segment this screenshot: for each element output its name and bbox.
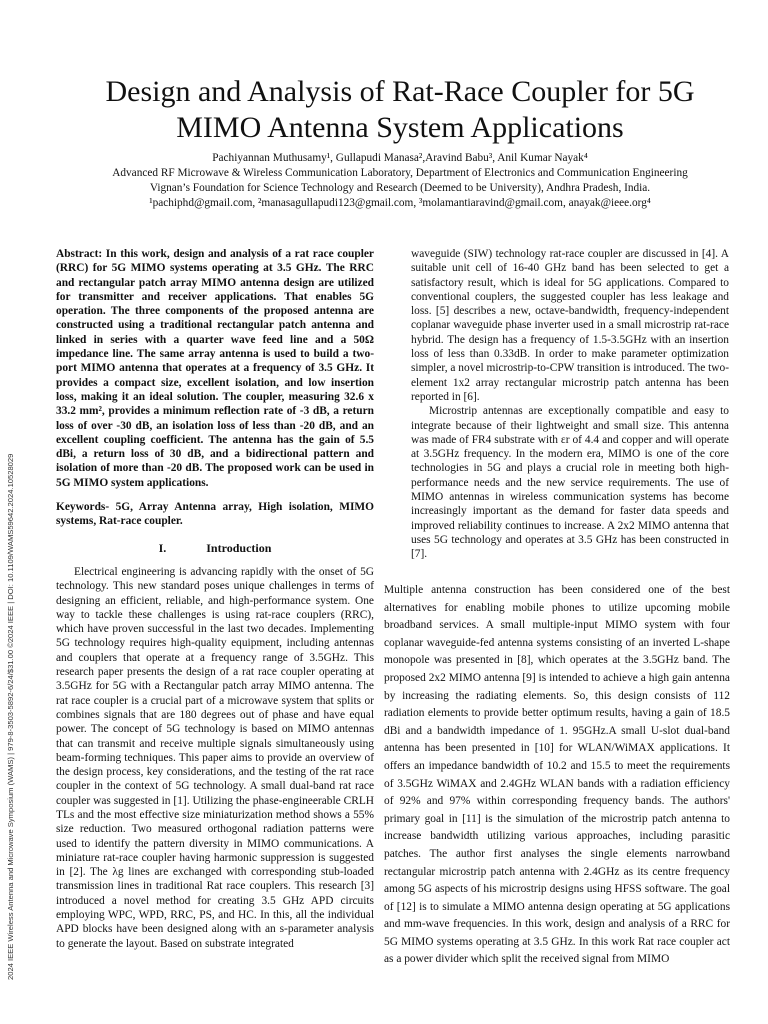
author-block <box>40 151 760 211</box>
keywords: Keywords- 5G, Array Antenna array, High isolation, MIMO systems, Rat-race coupler. <box>56 501 374 528</box>
right-column <box>411 247 729 562</box>
left-column <box>56 247 374 951</box>
intro-paragraph-left: Electrical engineering is advancing rapidly with the onset of 5G technology. This new standard poses unique challenges in terms of designing an efficient, reliable, and high-performance system. One way to tackle these challenges is using rat-race couplers (RRC), which have proven successful in the last two decades. Implementing 5G technology requires high-quality equipment, including antennas and couplers that operate at a frequency range of 3.5GHz. This research paper presents the design of a rat race coupler operating at 3.5GHz for 5G with a Rectangular patch array MIMO antenna. The rat race coupler is a crucial part of a microwave system that splits or combines signals that are 180 degrees out of phase and have equal power. The concept of 5G technology is based on MIMO antennas that can transmit and receive multiple signals simultaneously using beam-forming techniques. This paper aims to provide an overview of the design process, key considerations, and the testing of the rat race coupler in the context of 5G technology. A small dual-band rat race coupler was suggested in [1]. Utilizing the phase-engineerable CRLH TLs and the most effective size miniaturization method shows a 55% size reduction. Two measured orthogonal radiation patterns were used to identify the pattern diversity in MIMO communications. A miniature rat-race coupler having harmonic suppression is suggested in [2]. The λg lines are exchanged with corresponding stub-loaded transmission lines in traditional Rat race couplers. This research [3] introduced a novel method for creating 3.5 GHz APD circuits employing WPC, WPD, RRC, PS, and HC. In this, all the individual APD blocks have been designed along with an s-parameter analysis to generate the layout. Based on substrate integrated <box>56 565 374 950</box>
author-lab: Advanced RF Microwave & Wireless Communication Laboratory, Department of Electronics and Communication Engineering <box>112 167 688 179</box>
right-paragraph-1: waveguide (SIW) technology rat-race coupler are discussed in [4]. A suitable unit cell of 16-40 GHz band has been selected to get a satisfactory result, which is ideal for 5G applications. Compared to conventional couplers, the suggested coupler has less leakage and loss. [5] describes a new, octave-bandwidth, frequency-independent coplanar waveguide phase inverter used in a small microstrip rat-race hybrid. The design has a frequency of 1.5-3.5GHz with an insertion loss of less than 0.33dB. In order to make parameter optimization simpler, a novel microstrip-to-CPW transition is introduced. The two-element 1x2 array rectangular microstrip patch antenna has been reported in [6]. <box>411 248 730 403</box>
right-paragraph-3: Multiple antenna construction has been considered one of the best alternatives for enabling mobile phones to utilize upcoming mobile broadband services. A small multiple-input MIMO system with four coplanar waveguide-fed antenna systems consisting of an inverted L-shape monopole was presented in [8], which operates at the 3.5GHz band. The proposed 2x2 MIMO antenna [9] is intended to achieve a high gain antenna by increasing the radiating elements. So, this design consists of 112 radiation elements to provide better optimum results, having a gain of 18.5 dBi and a bandwidth impedance of 1. 95GHz.A small U-slot dual-band antenna has been presented in [10] for WLAN/WiMAX applications. It offers an impedance bandwidth of 10.2 and 15.5 to meet the requirements of 3.5GHz WiMAX and 2.4GHz WLAN bands with a radiation efficiency of 92% and 97% within corresponding frequency bands. The authors' primary goal in [11] is the simulation of the microstrip patch antenna to increase bandwidth utilizing various approaches, including parasitic patches. The author first analyses the single elements narrowband rectangular microstrip patch antenna with 2.4GHz as its centre frequency among 5G aspects of his microstrip designs using HFSS software. The goal of [12] is to simulate a MIMO antenna design operating at 5G applications and mm-wave frequencies. In this work, design and analysis of a RRC for 5G MIMO systems operating at 3.5 GHz. In this work Rat race coupler act as a power divider which split the received signal from MIMO <box>384 584 730 966</box>
abstract: Abstract: In this work, design and analysis of a rat race coupler (RRC) for 5G MIMO systems operating at 3.5 GHz. The RRC and rectangular patch array MIMO antenna design are utilized for transmitter and receiver applications. That enables 5G operation. The three components of the proposed antenna are constructed using a traditional rectangular patch antenna and linked in series with a quarter wave feed line and a 50Ω impedance line. The same array antenna is used to build a two-port MIMO antenna that operates at a frequency of 3.5 GHz. It provides a compact size, excellent isolation, and low insertion loss, making it an ideal solution. The coupler, measuring 32.6 x 33.2 mm², provides a minimum reflection rate of -3 dB, a return loss of over -30 dB, an isolation loss of less than -20 dB, and an excellent coupling coefficient. The antenna has the gain of 5.5 dBi, a return loss of 30 dB, and a bidirectional pattern and isolation of more than -20 dB. The proposed work can be used in 5G MIMO system applications. <box>56 248 374 489</box>
paper-title: Design and Analysis of Rat-Race Coupler for 5G MIMO Antenna System Applications <box>105 75 695 144</box>
section-heading <box>56 541 374 555</box>
section-title: Introduction <box>206 540 272 555</box>
author-names: Pachiyannan Muthusamy¹, Gullapudi Manasa²,Aravind Babu³, Anil Kumar Nayak⁴ <box>212 152 588 164</box>
author-university: Vignan’s Foundation for Science Technology and Research (Deemed to be University), Andhra Pradesh, India. <box>149 182 651 194</box>
author-emails: ¹pachiphd@gmail.com, ²manasagullapudi123@gmail.com, ³molamantiaravind@gmail.com, anayak@ieee.org⁴ <box>149 197 651 209</box>
doi-sidebar <box>6 330 20 980</box>
right-paragraph-2: Microstrip antennas are exceptionally compatible and easy to integrate because of their lightweight and small size. This antenna was made of FR4 substrate with εr of 4.4 and copper and will operate at 3.5GHz frequency. In the modern era, MIMO is one of the core technologies in 5G and plays a crucial role in meeting both high-performance needs and the new service requirements. The use of MIMO antennas in wireless communication systems has become increasingly important as the demand for faster data speeds and improved reliability continues to increase. A 2x2 MIMO antenna that uses 5G technology and operates at 3.5 GHz has been constructed in [7]. <box>411 405 729 561</box>
doi-sidebar-text: 2024 IEEE Wireless Antenna and Microwave Symposium (WAMS) | 979-8-3503-5892-6/24/$31.00 ©2024 IEEE | DOI: 10.1109/WAMS59642.2024.10528029 <box>6 453 15 980</box>
section-number: I. <box>158 540 167 555</box>
